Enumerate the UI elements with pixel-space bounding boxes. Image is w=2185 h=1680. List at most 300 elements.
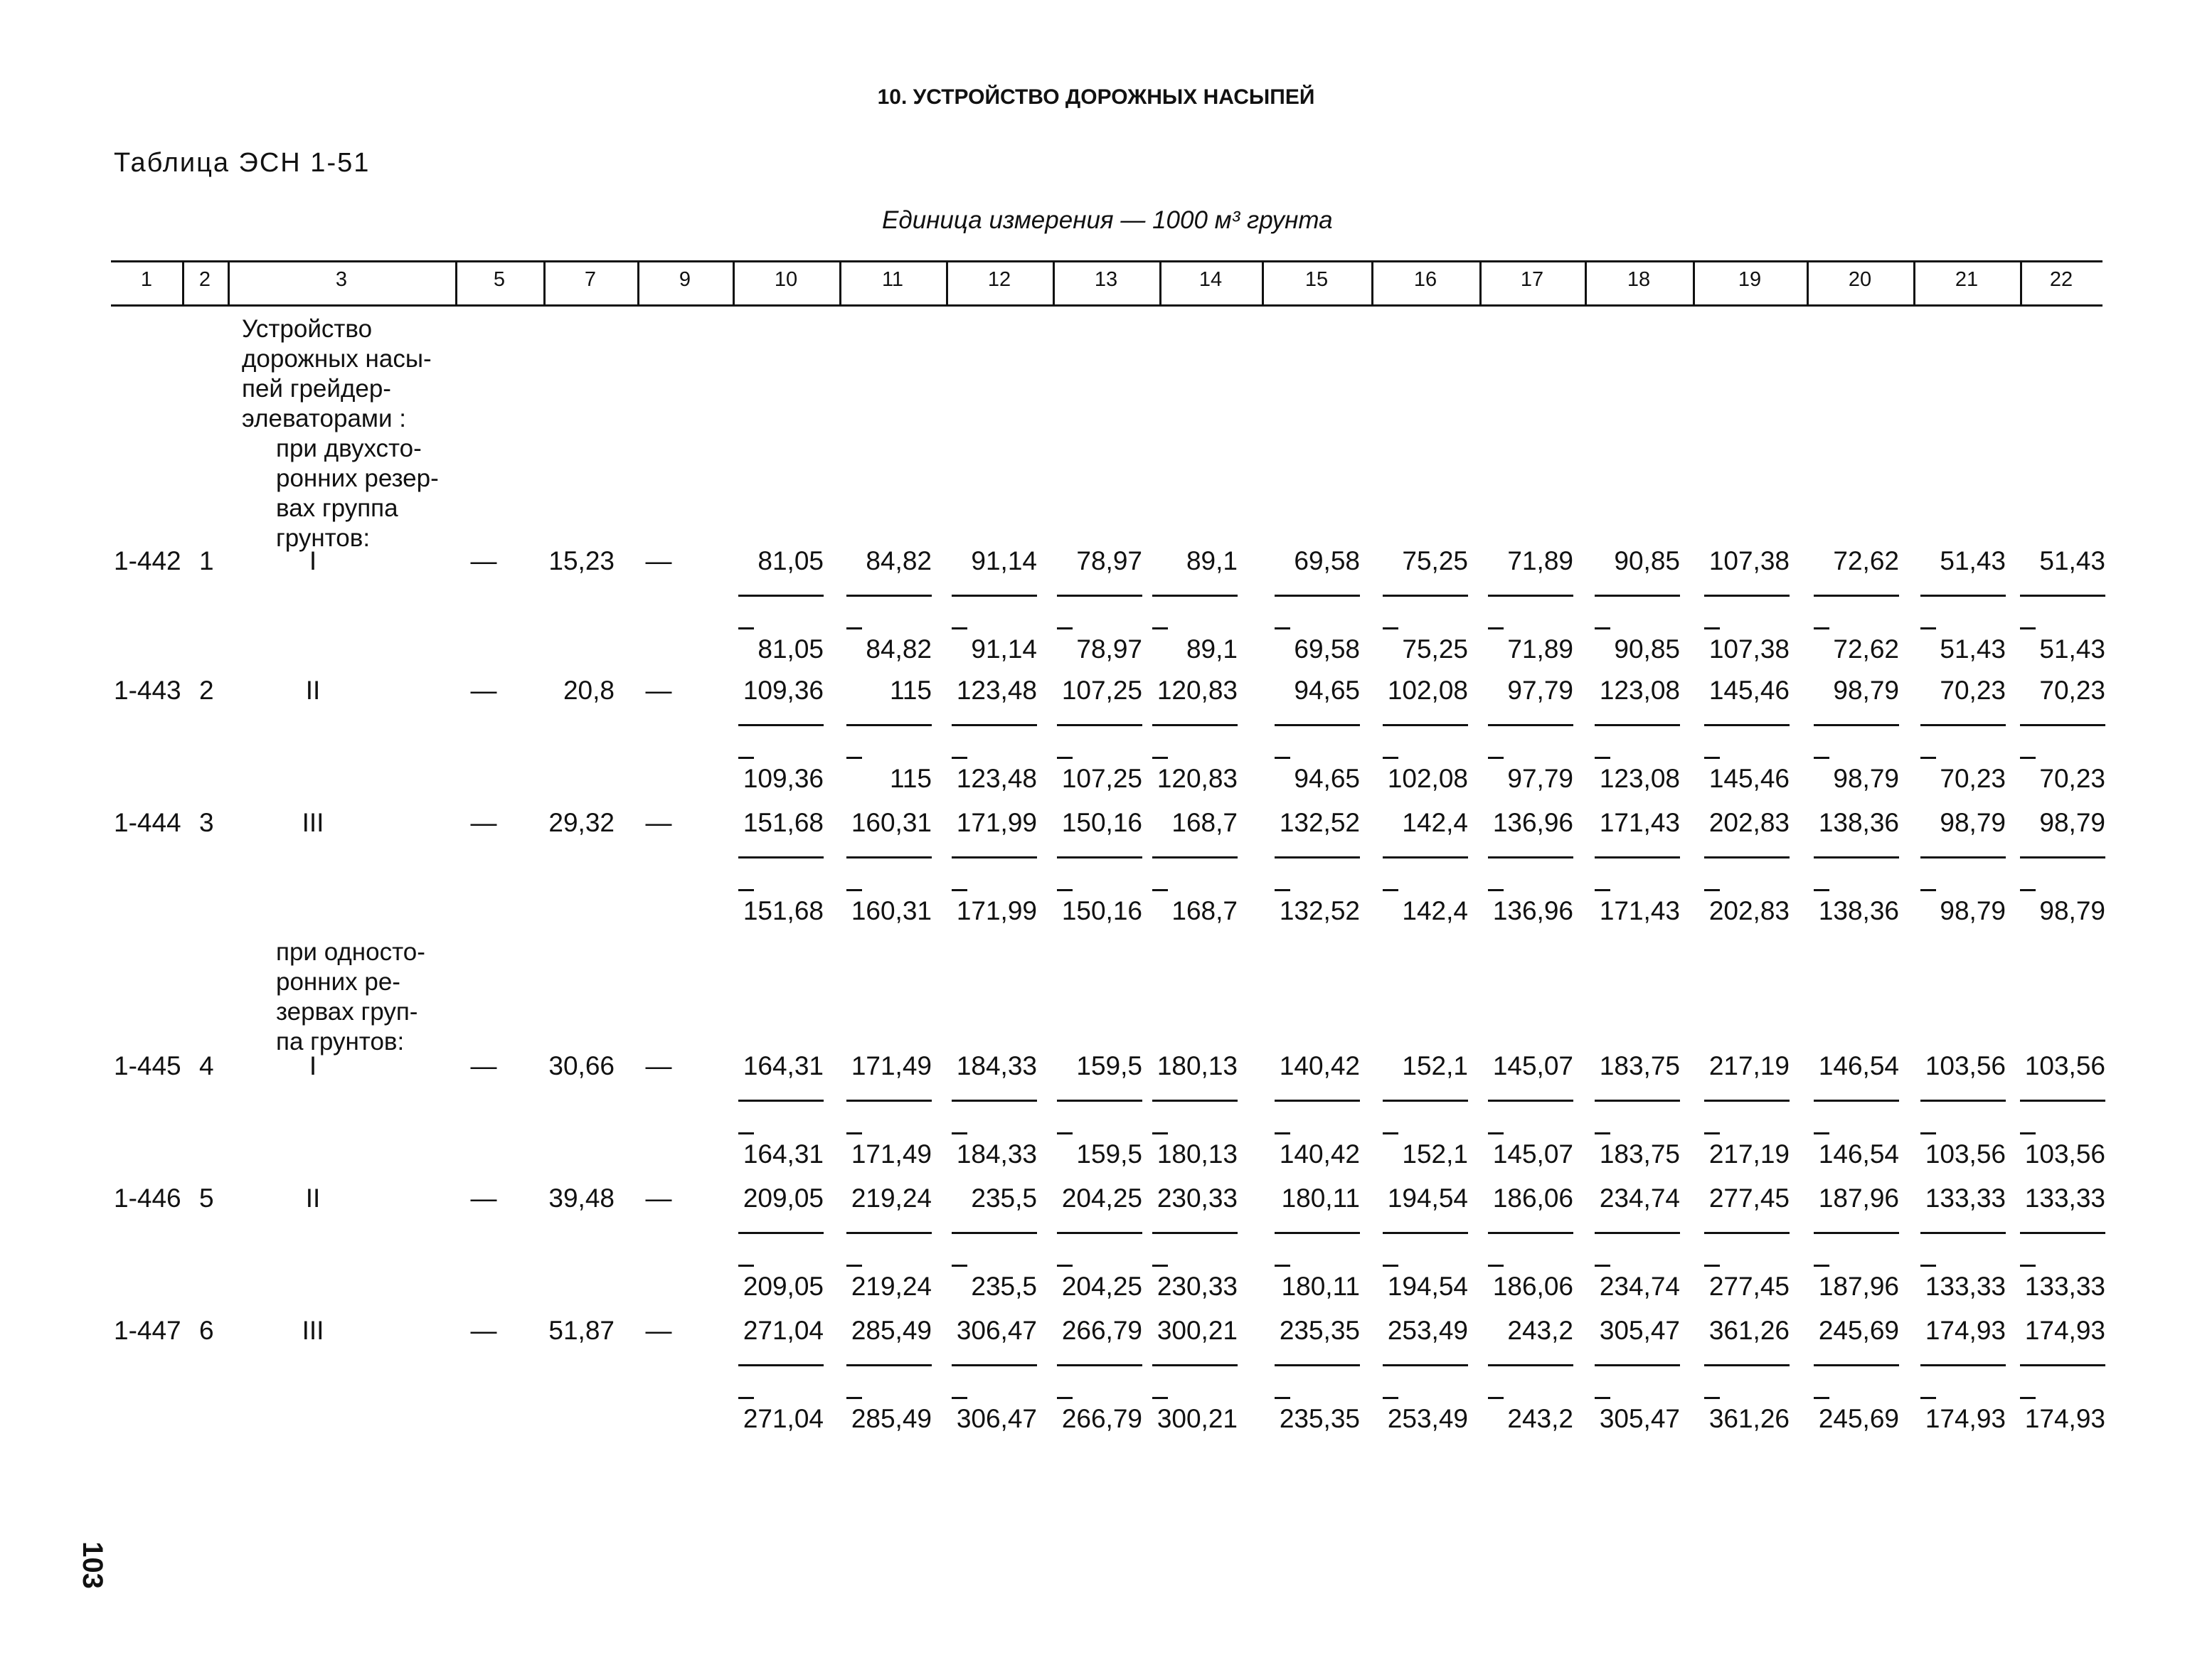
fraction-dash xyxy=(846,757,862,759)
unit-caption: Единица измерения — 1000 м³ грунта xyxy=(882,206,1333,234)
column-5-dash: — xyxy=(470,808,497,837)
fraction-dash xyxy=(738,627,754,629)
fraction-rule xyxy=(1488,856,1573,858)
fraction-dash xyxy=(1920,889,1936,891)
fraction-rule xyxy=(1057,1232,1142,1234)
value-numerator: 81,05 xyxy=(757,546,824,575)
fraction-dash xyxy=(1383,1132,1398,1134)
header-bottom-rule xyxy=(111,304,2102,307)
fraction-dash xyxy=(952,889,967,891)
value-denominator: 202,83 xyxy=(1708,896,1790,925)
fraction-rule xyxy=(738,724,824,726)
value-numerator: 84,82 xyxy=(866,546,932,575)
value-numerator: 152,1 xyxy=(1402,1051,1468,1080)
value-denominator: 194,54 xyxy=(1387,1272,1468,1301)
fraction-rule xyxy=(1152,1232,1238,1234)
soil-group: II xyxy=(305,676,321,705)
column-9-dash: — xyxy=(645,546,672,575)
value-numerator: 102,08 xyxy=(1387,676,1468,705)
fraction-dash xyxy=(738,889,754,891)
header-top-rule xyxy=(111,260,2102,262)
column-7-value: 39,48 xyxy=(548,1184,615,1213)
value-denominator: 300,21 xyxy=(1157,1404,1238,1433)
fraction-dash xyxy=(1704,1397,1720,1399)
value-numerator: 103,56 xyxy=(1925,1051,2006,1080)
value-denominator: 132,52 xyxy=(1279,896,1360,925)
value-denominator: 271,04 xyxy=(743,1404,824,1433)
column-5-dash: — xyxy=(470,546,497,575)
value-denominator: 204,25 xyxy=(1061,1272,1142,1301)
fraction-dash xyxy=(1595,1265,1610,1267)
subgroup-one-sided xyxy=(276,937,425,1057)
header-cell: 22 xyxy=(2049,268,2073,291)
value-numerator: 159,5 xyxy=(1076,1051,1142,1080)
value-numerator: 235,35 xyxy=(1279,1316,1360,1345)
description-line: Устройство xyxy=(242,315,373,343)
value-denominator: 98,79 xyxy=(1833,764,1899,793)
fraction-rule xyxy=(1595,724,1680,726)
value-denominator: 103,56 xyxy=(1925,1139,2006,1169)
value-numerator: 71,89 xyxy=(1507,546,1573,575)
column-9-dash: — xyxy=(645,676,672,705)
row-number: 2 xyxy=(199,676,214,705)
value-numerator: 115 xyxy=(890,676,932,705)
fraction-dash xyxy=(1383,889,1398,891)
fraction-rule xyxy=(1704,856,1790,858)
soil-group: III xyxy=(302,808,324,837)
fraction-rule xyxy=(1920,724,2006,726)
header-divider xyxy=(455,262,457,306)
value-denominator: 266,79 xyxy=(1061,1404,1142,1433)
value-denominator: 70,23 xyxy=(1940,764,2006,793)
value-denominator: 146,54 xyxy=(1818,1139,1899,1169)
header-divider xyxy=(1693,262,1695,306)
value-numerator: 138,36 xyxy=(1818,808,1899,837)
header-divider xyxy=(2020,262,2022,306)
header-divider xyxy=(733,262,735,306)
fraction-rule xyxy=(1383,724,1468,726)
value-denominator: 171,99 xyxy=(956,896,1037,925)
value-denominator: 187,96 xyxy=(1818,1272,1899,1301)
value-denominator: 71,89 xyxy=(1507,634,1573,664)
fraction-dash xyxy=(1814,1265,1829,1267)
fraction-rule xyxy=(1275,1100,1360,1102)
fraction-rule xyxy=(1595,1364,1680,1366)
soil-group: II xyxy=(305,1184,321,1213)
fraction-dash xyxy=(846,889,862,891)
fraction-rule xyxy=(1704,1232,1790,1234)
fraction-dash xyxy=(1704,1265,1720,1267)
value-numerator: 184,33 xyxy=(956,1051,1037,1080)
row-code: 1-442 xyxy=(114,546,181,575)
fraction-rule xyxy=(1814,724,1899,726)
value-numerator: 235,5 xyxy=(971,1184,1037,1213)
fraction-rule xyxy=(1814,856,1899,858)
column-5-dash: — xyxy=(470,676,497,705)
fraction-rule xyxy=(1814,1232,1899,1234)
subgroup-line: ронних ре- xyxy=(276,968,400,996)
fraction-dash xyxy=(846,1397,862,1399)
value-numerator: 146,54 xyxy=(1818,1051,1899,1080)
column-7-value: 51,87 xyxy=(548,1316,615,1345)
value-denominator: 174,93 xyxy=(2024,1404,2105,1433)
value-denominator: 70,23 xyxy=(2039,764,2105,793)
fraction-dash xyxy=(738,1397,754,1399)
fraction-dash xyxy=(1814,1132,1829,1134)
fraction-rule xyxy=(2020,595,2105,597)
fraction-dash xyxy=(1814,757,1829,759)
value-numerator: 174,93 xyxy=(2024,1316,2105,1345)
value-numerator: 91,14 xyxy=(971,546,1037,575)
value-numerator: 171,99 xyxy=(956,808,1037,837)
column-9-dash: — xyxy=(645,1184,672,1213)
row-code: 1-446 xyxy=(114,1184,181,1213)
value-denominator: 98,79 xyxy=(2039,896,2105,925)
value-denominator: 142,4 xyxy=(1402,896,1468,925)
fraction-dash xyxy=(1920,1132,1936,1134)
fraction-dash xyxy=(1595,1132,1610,1134)
fraction-dash xyxy=(2020,627,2036,629)
value-denominator: 90,85 xyxy=(1614,634,1680,664)
fraction-rule xyxy=(1920,1100,2006,1102)
fraction-rule xyxy=(1152,1100,1238,1102)
fraction-dash xyxy=(1488,757,1504,759)
fraction-rule xyxy=(1383,595,1468,597)
value-numerator: 123,48 xyxy=(956,676,1037,705)
fraction-dash xyxy=(2020,889,2036,891)
fraction-dash xyxy=(846,1132,862,1134)
fraction-rule xyxy=(1152,856,1238,858)
value-denominator: 109,36 xyxy=(743,764,824,793)
value-numerator: 107,38 xyxy=(1708,546,1790,575)
fraction-rule xyxy=(2020,1364,2105,1366)
value-denominator: 184,33 xyxy=(956,1139,1037,1169)
header-cell: 2 xyxy=(198,268,211,291)
fraction-dash xyxy=(1595,757,1610,759)
value-denominator: 171,43 xyxy=(1599,896,1680,925)
subgroup-line: па грунтов: xyxy=(276,1028,405,1056)
fraction-dash xyxy=(1275,889,1290,891)
description-line: пей грейдер- xyxy=(242,375,391,403)
header-cell: 15 xyxy=(1304,268,1329,291)
header-divider xyxy=(1585,262,1587,306)
subgroup-line: грунтов: xyxy=(276,524,371,552)
fraction-rule xyxy=(1057,856,1142,858)
value-denominator: 219,24 xyxy=(851,1272,932,1301)
value-numerator: 306,47 xyxy=(956,1316,1037,1345)
description-block xyxy=(242,314,432,434)
header-cell: 13 xyxy=(1094,268,1118,291)
value-numerator: 168,7 xyxy=(1171,808,1238,837)
header-cell: 5 xyxy=(493,268,506,291)
value-numerator: 51,43 xyxy=(2039,546,2105,575)
fraction-dash xyxy=(1152,627,1168,629)
header-cell: 12 xyxy=(987,268,1011,291)
value-numerator: 107,25 xyxy=(1061,676,1142,705)
value-denominator: 123,48 xyxy=(956,764,1037,793)
subgroup-line: при односто- xyxy=(276,938,425,966)
soil-group: I xyxy=(309,546,317,575)
row-code: 1-445 xyxy=(114,1051,181,1080)
fraction-rule xyxy=(1057,1100,1142,1102)
header-cell: 7 xyxy=(584,268,597,291)
fraction-rule xyxy=(1814,595,1899,597)
fraction-rule xyxy=(1814,1100,1899,1102)
fraction-dash xyxy=(1488,1397,1504,1399)
fraction-rule xyxy=(952,1364,1037,1366)
value-numerator: 180,13 xyxy=(1157,1051,1238,1080)
value-denominator: 145,46 xyxy=(1708,764,1790,793)
row-number: 6 xyxy=(199,1316,214,1345)
value-denominator: 174,93 xyxy=(1925,1404,2006,1433)
value-denominator: 84,82 xyxy=(866,634,932,664)
header-divider xyxy=(637,262,639,306)
header-divider xyxy=(1053,262,1055,306)
fraction-rule xyxy=(1275,1364,1360,1366)
fraction-dash xyxy=(1383,1397,1398,1399)
fraction-rule xyxy=(1595,595,1680,597)
fraction-rule xyxy=(1057,724,1142,726)
description-line: дорожных насы- xyxy=(242,345,432,373)
value-denominator: 136,96 xyxy=(1492,896,1573,925)
value-numerator: 160,31 xyxy=(851,808,932,837)
value-denominator: 164,31 xyxy=(743,1139,824,1169)
fraction-dash xyxy=(1814,627,1829,629)
fraction-dash xyxy=(1152,1265,1168,1267)
value-denominator: 243,2 xyxy=(1507,1404,1573,1433)
fraction-dash xyxy=(1814,889,1829,891)
value-numerator: 142,4 xyxy=(1402,808,1468,837)
value-numerator: 136,96 xyxy=(1492,808,1573,837)
header-divider xyxy=(228,262,230,306)
column-5-dash: — xyxy=(470,1051,497,1080)
value-denominator: 230,33 xyxy=(1157,1272,1238,1301)
subgroup-line: зервах груп- xyxy=(276,998,418,1026)
column-7-value: 29,32 xyxy=(548,808,615,837)
value-denominator: 145,07 xyxy=(1492,1139,1573,1169)
fraction-dash xyxy=(1152,757,1168,759)
value-denominator: 186,06 xyxy=(1492,1272,1573,1301)
fraction-dash xyxy=(1488,1265,1504,1267)
table-name: Таблица ЭСН 1-51 xyxy=(114,148,371,178)
fraction-dash xyxy=(1488,889,1504,891)
fraction-rule xyxy=(1920,1364,2006,1366)
value-denominator: 107,25 xyxy=(1061,764,1142,793)
header-divider xyxy=(182,262,184,306)
value-numerator: 89,1 xyxy=(1186,546,1238,575)
fraction-dash xyxy=(1595,889,1610,891)
fraction-rule xyxy=(2020,724,2105,726)
value-denominator: 235,5 xyxy=(971,1272,1037,1301)
fraction-dash xyxy=(1057,889,1073,891)
page-number: 103 xyxy=(76,1541,108,1589)
value-numerator: 133,33 xyxy=(1925,1184,2006,1213)
fraction-dash xyxy=(1704,627,1720,629)
value-numerator: 194,54 xyxy=(1387,1184,1468,1213)
value-numerator: 174,93 xyxy=(1925,1316,2006,1345)
value-numerator: 145,07 xyxy=(1492,1051,1573,1080)
fraction-dash xyxy=(1057,1265,1073,1267)
header-divider xyxy=(543,262,546,306)
value-denominator: 102,08 xyxy=(1387,764,1468,793)
row-code: 1-444 xyxy=(114,808,181,837)
row-code: 1-443 xyxy=(114,676,181,705)
fraction-dash xyxy=(1704,889,1720,891)
value-denominator: 133,33 xyxy=(1925,1272,2006,1301)
section-title: 10. УСТРОЙСТВО ДОРОЖНЫХ НАСЫПЕЙ xyxy=(877,85,1315,109)
header-divider xyxy=(1371,262,1373,306)
fraction-rule xyxy=(1488,1364,1573,1366)
header-cell: 20 xyxy=(1848,268,1872,291)
fraction-dash xyxy=(952,1265,967,1267)
fraction-rule xyxy=(1595,856,1680,858)
fraction-dash xyxy=(2020,757,2036,759)
value-denominator: 180,13 xyxy=(1157,1139,1238,1169)
fraction-rule xyxy=(1057,1364,1142,1366)
row-number: 4 xyxy=(199,1051,214,1080)
column-7-value: 20,8 xyxy=(563,676,615,705)
value-denominator: 305,47 xyxy=(1599,1404,1680,1433)
value-numerator: 202,83 xyxy=(1708,808,1790,837)
fraction-dash xyxy=(1275,1132,1290,1134)
fraction-dash xyxy=(952,1397,967,1399)
fraction-rule xyxy=(846,595,932,597)
header-cell: 3 xyxy=(335,268,348,291)
value-numerator: 98,79 xyxy=(1833,676,1899,705)
description-line: элеваторами : xyxy=(242,405,406,432)
fraction-dash xyxy=(1057,627,1073,629)
value-numerator: 187,96 xyxy=(1818,1184,1899,1213)
header-divider xyxy=(839,262,841,306)
value-denominator: 253,49 xyxy=(1387,1404,1468,1433)
value-denominator: 115 xyxy=(890,764,932,793)
header-cell: 21 xyxy=(1955,268,1979,291)
value-denominator: 168,7 xyxy=(1171,896,1238,925)
fraction-rule xyxy=(738,856,824,858)
fraction-dash xyxy=(1704,757,1720,759)
column-7-value: 30,66 xyxy=(548,1051,615,1080)
fraction-rule xyxy=(952,856,1037,858)
fraction-dash xyxy=(1595,627,1610,629)
header-divider xyxy=(1479,262,1482,306)
header-cell: 10 xyxy=(774,268,798,291)
value-denominator: 306,47 xyxy=(956,1404,1037,1433)
value-denominator: 234,74 xyxy=(1599,1272,1680,1301)
value-denominator: 123,08 xyxy=(1599,764,1680,793)
value-denominator: 120,83 xyxy=(1157,764,1238,793)
fraction-rule xyxy=(738,1232,824,1234)
fraction-dash xyxy=(1814,1397,1829,1399)
value-denominator: 107,38 xyxy=(1708,634,1790,664)
value-numerator: 98,79 xyxy=(2039,808,2105,837)
value-denominator: 180,11 xyxy=(1281,1272,1360,1301)
value-numerator: 109,36 xyxy=(743,676,824,705)
value-numerator: 51,43 xyxy=(1940,546,2006,575)
header-cell: 17 xyxy=(1520,268,1544,291)
value-denominator: 217,19 xyxy=(1708,1139,1790,1169)
fraction-rule xyxy=(952,595,1037,597)
value-denominator: 151,68 xyxy=(743,896,824,925)
fraction-dash xyxy=(738,1265,754,1267)
value-denominator: 150,16 xyxy=(1061,896,1142,925)
header-cell: 19 xyxy=(1738,268,1762,291)
header-divider xyxy=(946,262,948,306)
column-5-dash: — xyxy=(470,1184,497,1213)
value-numerator: 97,79 xyxy=(1507,676,1573,705)
fraction-dash xyxy=(1488,627,1504,629)
fraction-dash xyxy=(2020,1265,2036,1267)
value-numerator: 133,33 xyxy=(2024,1184,2105,1213)
fraction-rule xyxy=(1275,856,1360,858)
value-denominator: 171,49 xyxy=(851,1139,932,1169)
fraction-rule xyxy=(1383,1100,1468,1102)
value-numerator: 219,24 xyxy=(851,1184,932,1213)
fraction-rule xyxy=(1152,1364,1238,1366)
fraction-rule xyxy=(1704,595,1790,597)
subgroup-line: при двухсто- xyxy=(276,435,422,462)
column-9-dash: — xyxy=(645,808,672,837)
fraction-dash xyxy=(1920,1265,1936,1267)
fraction-dash xyxy=(1152,1397,1168,1399)
fraction-dash xyxy=(1057,1132,1073,1134)
value-numerator: 186,06 xyxy=(1492,1184,1573,1213)
fraction-rule xyxy=(1383,1364,1468,1366)
value-denominator: 235,35 xyxy=(1279,1404,1360,1433)
fraction-rule xyxy=(2020,1232,2105,1234)
header-divider xyxy=(1913,262,1915,306)
fraction-rule xyxy=(846,724,932,726)
fraction-rule xyxy=(1383,856,1468,858)
fraction-rule xyxy=(2020,1100,2105,1102)
fraction-dash xyxy=(1595,1397,1610,1399)
header-cell: 14 xyxy=(1198,268,1223,291)
fraction-dash xyxy=(1920,757,1936,759)
value-numerator: 305,47 xyxy=(1599,1316,1680,1345)
value-numerator: 209,05 xyxy=(743,1184,824,1213)
fraction-rule xyxy=(1920,856,2006,858)
fraction-rule xyxy=(846,1100,932,1102)
fraction-dash xyxy=(1383,1265,1398,1267)
header-divider xyxy=(1262,262,1264,306)
fraction-dash xyxy=(2020,1397,2036,1399)
fraction-rule xyxy=(846,856,932,858)
value-numerator: 245,69 xyxy=(1818,1316,1899,1345)
fraction-rule xyxy=(2020,856,2105,858)
header-divider xyxy=(1159,262,1161,306)
value-denominator: 361,26 xyxy=(1708,1404,1790,1433)
fraction-rule xyxy=(1704,1364,1790,1366)
value-denominator: 78,97 xyxy=(1076,634,1142,664)
value-denominator: 72,62 xyxy=(1833,634,1899,664)
value-numerator: 70,23 xyxy=(2039,676,2105,705)
fraction-rule xyxy=(1152,724,1238,726)
fraction-rule xyxy=(1488,724,1573,726)
value-numerator: 150,16 xyxy=(1061,808,1142,837)
fraction-dash xyxy=(1704,1132,1720,1134)
subgroup-line: ронних резер- xyxy=(276,464,439,492)
value-denominator: 75,25 xyxy=(1402,634,1468,664)
value-numerator: 70,23 xyxy=(1940,676,2006,705)
header-cell: 18 xyxy=(1627,268,1651,291)
value-numerator: 98,79 xyxy=(1940,808,2006,837)
fraction-rule xyxy=(846,1232,932,1234)
value-numerator: 69,58 xyxy=(1294,546,1360,575)
value-numerator: 145,46 xyxy=(1708,676,1790,705)
value-numerator: 151,68 xyxy=(743,808,824,837)
soil-group: III xyxy=(302,1316,324,1345)
fraction-rule xyxy=(846,1364,932,1366)
value-numerator: 204,25 xyxy=(1061,1184,1142,1213)
